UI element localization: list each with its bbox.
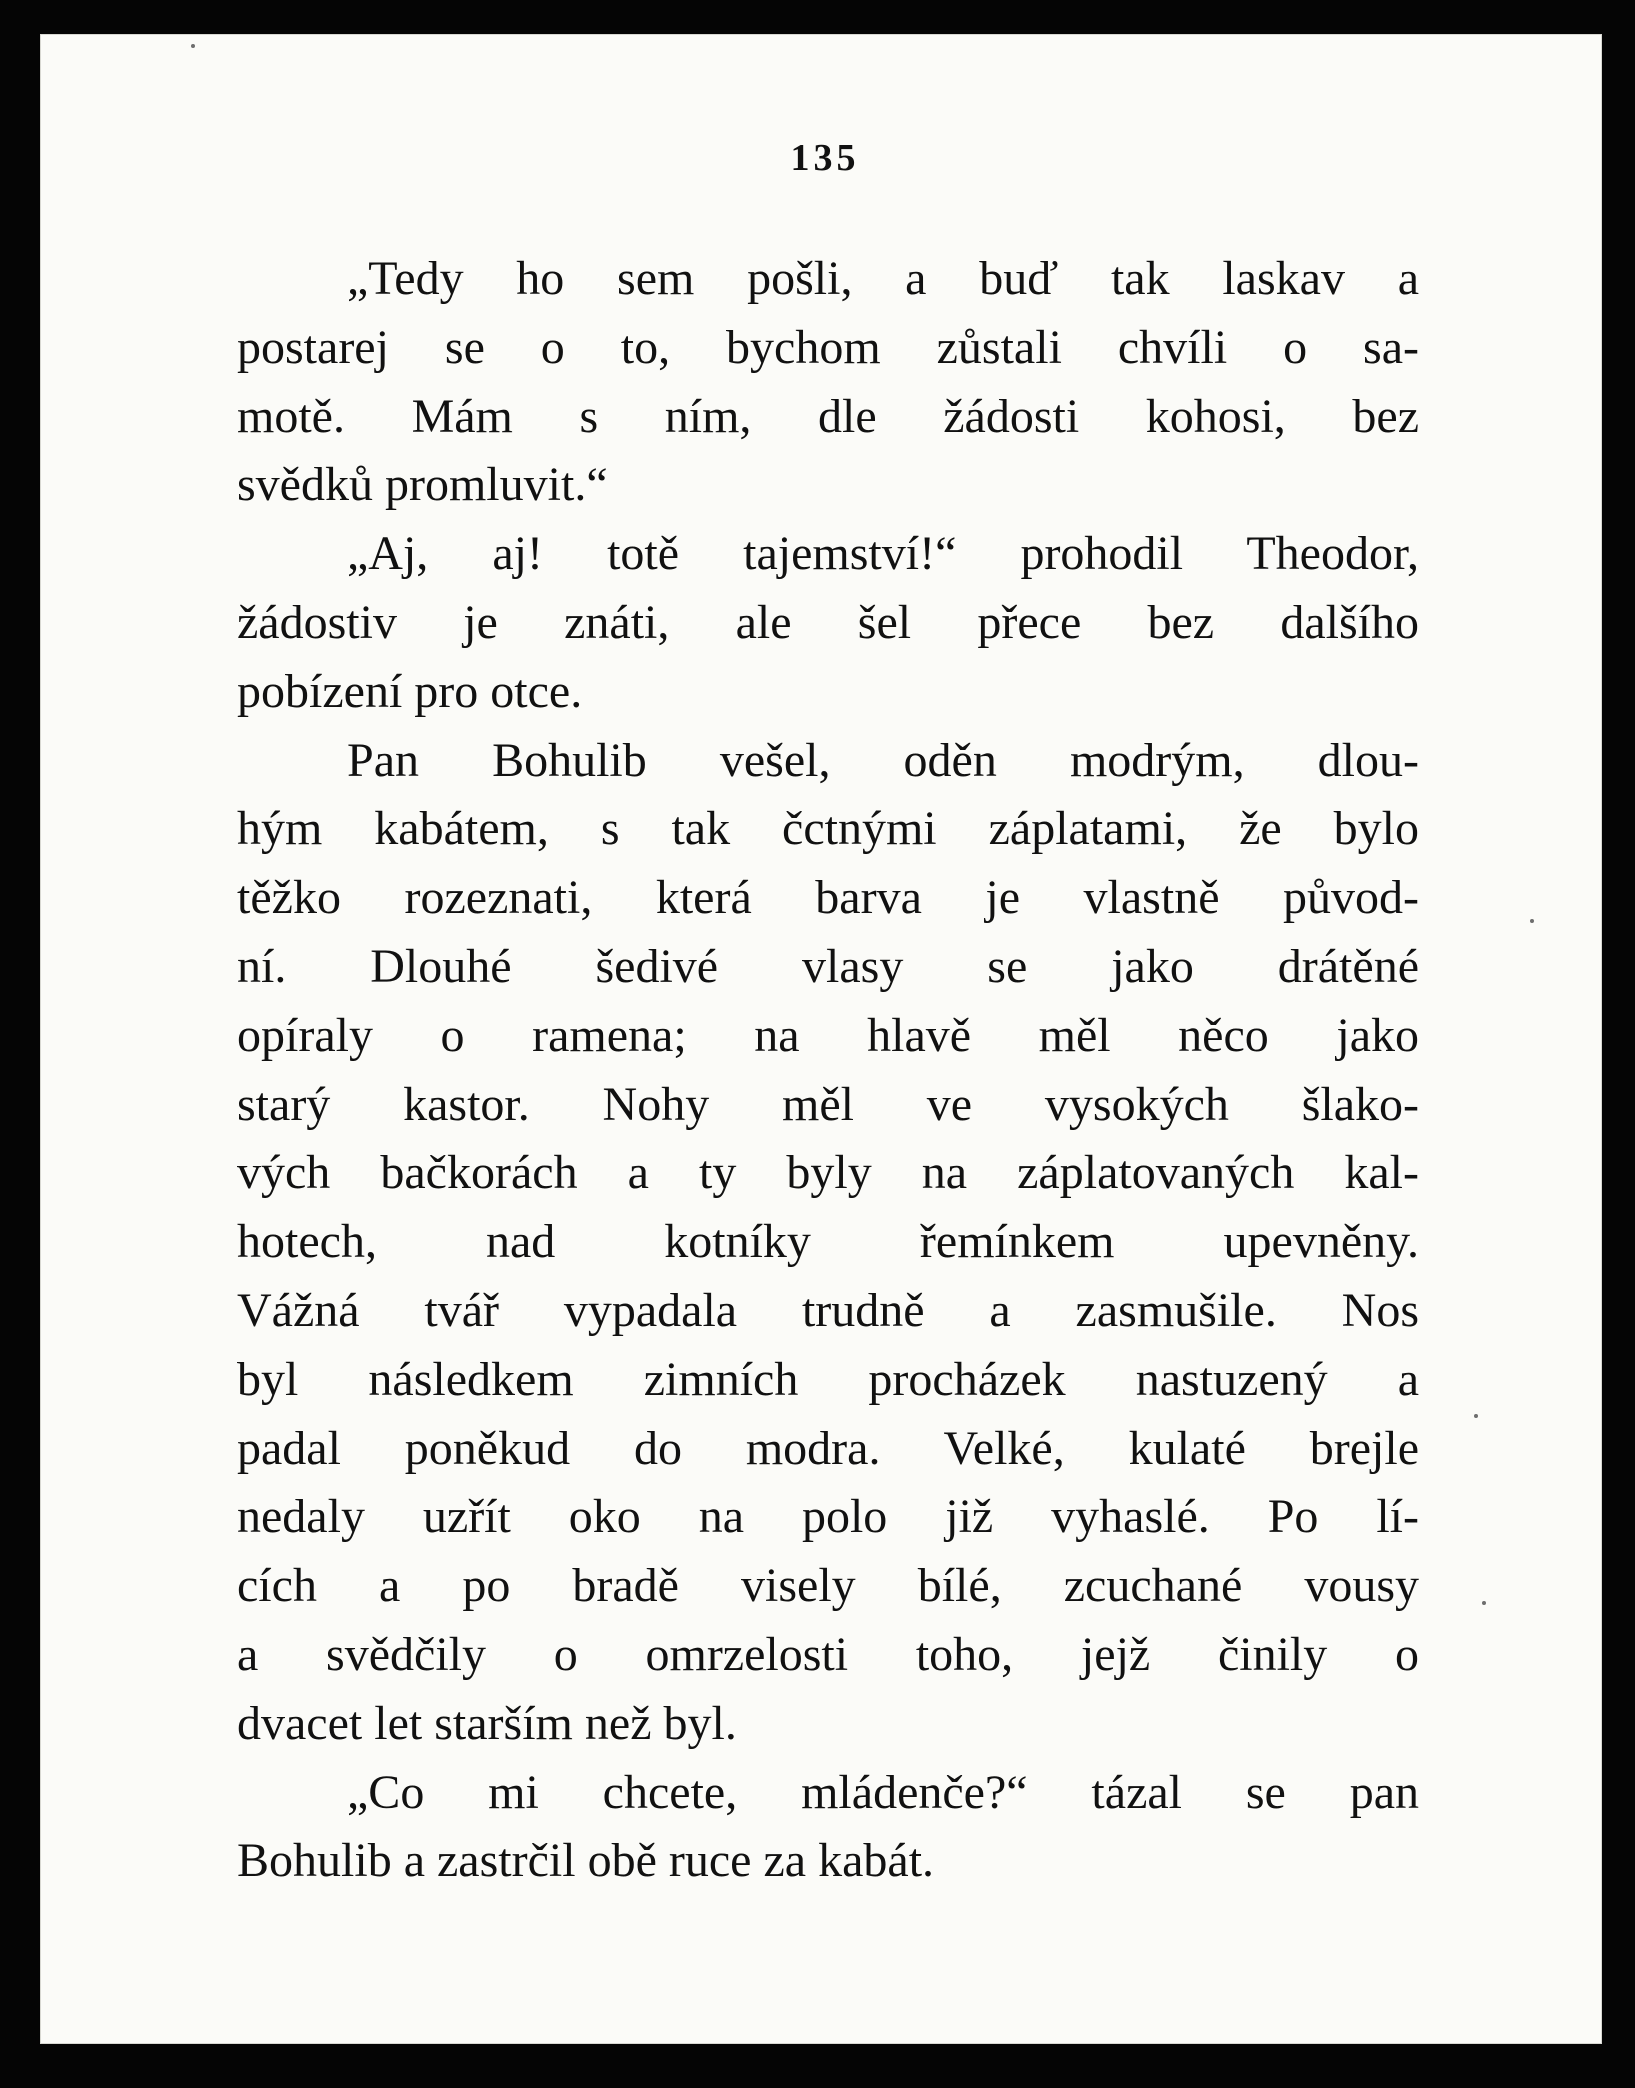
text-line: těžko rozeznati, která barva je vlastně původ- <box>237 871 1419 925</box>
text-line: cích a po bradě visely bílé, zcuchané vousy <box>237 1559 1419 1613</box>
text-line: postarej se o to, bychom zůstali chvíli o sa- <box>237 320 1419 374</box>
text-line: Vážná tvář vypadala trudně a zasmušile. Nos <box>237 1283 1419 1337</box>
paper-speck <box>1474 1414 1478 1418</box>
text-line: padal poněkud do modra. Velké, kulaté brejle <box>237 1421 1419 1475</box>
paper-speck <box>1482 1601 1486 1605</box>
page-number: 135 <box>790 137 860 179</box>
text-line: opíraly o ramena; na hlavě měl něco jako <box>237 1008 1419 1062</box>
text-line: pobízení pro otce. <box>237 664 583 718</box>
paper-speck <box>191 44 195 48</box>
text-line: Pan Bohulib vešel, oděn modrým, dlou- <box>347 733 1419 787</box>
text-line: nedaly uzřít oko na polo již vyhaslé. Po lí- <box>237 1490 1419 1544</box>
text-line: „Tedy ho sem pošli, a buď tak laskav a <box>347 252 1419 305</box>
book-page <box>40 34 1602 2044</box>
text-line: vých bačkorách a ty byly na záplatovaných kal- <box>237 1146 1419 1200</box>
text-line: a svědčily o omrzelosti toho, jejž činily o <box>237 1627 1419 1681</box>
body-text <box>237 245 1419 1896</box>
text-line: Bohulib a zastrčil obě ruce za kabát. <box>237 1834 935 1888</box>
text-line: svědků promluvit.“ <box>237 458 608 512</box>
text-line: motě. Mám s ním, dle žádosti kohosi, bez <box>237 389 1419 443</box>
text-line: starý kastor. Nohy měl ve vysokých šlako- <box>237 1077 1419 1131</box>
text-line: hým kabátem, s tak čctnými záplatami, že bylo <box>237 802 1419 856</box>
text-line: „Aj, aj! totě tajemství!“ prohodil Theodor, <box>347 527 1419 581</box>
text-line: dvacet let starším než byl. <box>237 1696 737 1750</box>
text-line: hotech, nad kotníky řemínkem upevněny. <box>237 1215 1419 1269</box>
text-line: ní. Dlouhé šedivé vlasy se jako drátěné <box>237 939 1419 993</box>
text-line: byl následkem zimních procházek nastuzený a <box>237 1352 1419 1406</box>
paper-speck <box>1530 919 1534 923</box>
text-line: „Co mi chcete, mládenče?“ tázal se pan <box>347 1765 1419 1819</box>
text-line: žádostiv je znáti, ale šel přece bez dalšího <box>237 595 1419 649</box>
